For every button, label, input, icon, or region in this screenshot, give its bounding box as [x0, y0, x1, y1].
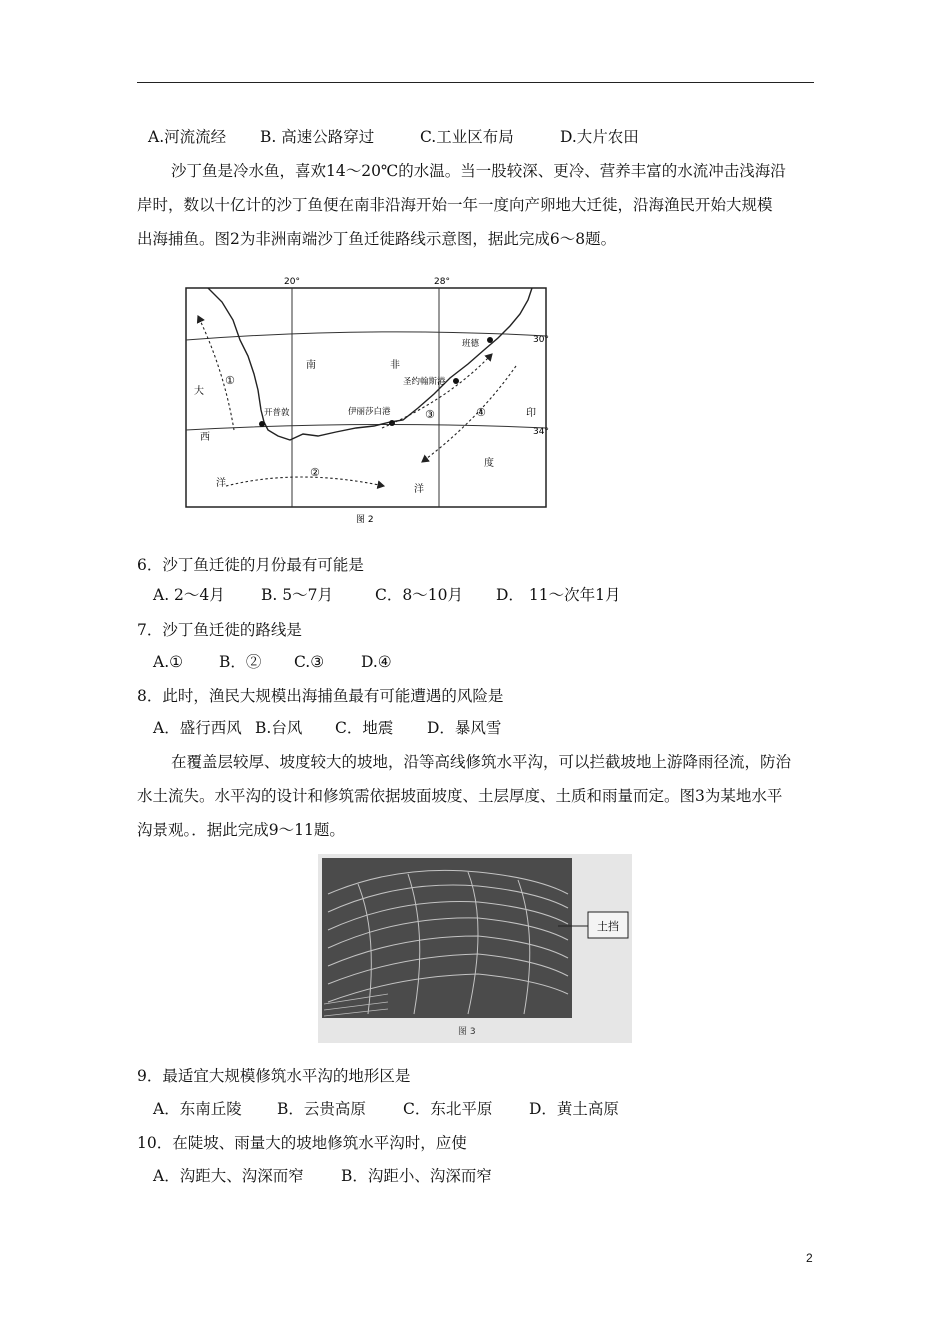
q10-stem: 10．在陡坡、雨量大的坡地修筑水平沟时，应使 — [137, 1134, 467, 1152]
q9-stem: 9．最适宜大规模修筑水平沟的地形区是 — [137, 1067, 411, 1085]
route-label-1: ① — [225, 374, 235, 387]
passage2-line-2: 水土流失。水平沟的设计和修筑需依据坡面坡度、土层厚度、土质和雨量而定。图3为某地水平 — [137, 787, 783, 805]
option-a: A．沟距大、沟深而窄 — [153, 1167, 304, 1185]
passage2-line-3: 沟景观。．据此完成9～11题。 — [137, 821, 345, 839]
option-c: C.工业区布局 — [420, 128, 514, 146]
city-st-johns: 圣约翰斯港 — [403, 377, 446, 387]
option-b: B．云贵高原 — [277, 1100, 366, 1118]
option-b: B．② — [219, 653, 262, 671]
ocean-atlantic-1: 大 — [194, 386, 204, 397]
region-label-nan: 南 — [306, 360, 316, 371]
q9-options — [153, 1099, 843, 1119]
lat-label-30: 30° — [533, 335, 549, 345]
option-a: A. 2～4月 — [153, 586, 225, 604]
option-c: C．地震 — [335, 719, 394, 737]
passage1-line-3: 出海捕鱼。图2为非洲南端沙丁鱼迁徙路线示意图，据此完成6～8题。 — [137, 230, 617, 248]
option-b: B.台风 — [255, 719, 303, 737]
route-label-4: ④ — [476, 406, 486, 419]
option-c: C.③ — [294, 653, 325, 671]
option-c: C．8～10月 — [375, 586, 463, 604]
city-dot-bande — [487, 337, 493, 343]
option-a: A．东南丘陵 — [153, 1100, 242, 1118]
passage1-line-2: 岸时，数以十亿计的沙丁鱼便在南非沿海开始一年一度向产卵地大迁徙，沿海渔民开始大规模 — [137, 196, 773, 214]
q8-stem: 8．此时，渔民大规模出海捕鱼最有可能遭遇的风险是 — [137, 687, 504, 705]
horizontal-ditch-photo — [318, 854, 632, 1043]
option-a: A.河流流经 — [148, 128, 227, 146]
option-d: D.④ — [361, 653, 392, 671]
lon-label-20: 20° — [284, 277, 300, 287]
route-label-2: ② — [310, 466, 320, 479]
q6-options — [153, 585, 843, 605]
option-d: D．黄土高原 — [529, 1100, 619, 1118]
route-2-arrow — [226, 477, 384, 486]
ocean-indian-3: 洋 — [414, 484, 424, 495]
route-1-arrow — [198, 316, 234, 430]
callout-label: 土挡 — [597, 920, 619, 933]
route-label-3: ③ — [425, 408, 435, 421]
q5-options — [148, 127, 838, 147]
option-b: B. 高速公路穿过 — [260, 128, 375, 146]
map-caption: 图 2 — [356, 515, 374, 525]
sardine-migration-map — [178, 270, 550, 532]
header-rule — [137, 82, 814, 83]
option-c: C．东北平原 — [403, 1100, 493, 1118]
ocean-atlantic-3: 洋 — [216, 478, 226, 489]
passage1-line-1: 沙丁鱼是冷水鱼，喜欢14～20℃的水温。当一股较深、更冷、营养丰富的水流冲击浅海沿 — [171, 162, 786, 180]
page-number: 2 — [806, 1251, 813, 1265]
option-b: B．沟距小、沟深而窄 — [341, 1167, 492, 1185]
q8-options — [153, 718, 843, 738]
q10-options — [153, 1166, 843, 1186]
ocean-indian-1: 印 — [526, 408, 536, 419]
option-a: A．盛行西风 — [153, 719, 242, 737]
q6-stem: 6．沙丁鱼迁徙的月份最有可能是 — [137, 556, 364, 574]
photo-caption: 图 3 — [458, 1027, 476, 1037]
city-bande: 班德 — [462, 339, 480, 349]
ocean-atlantic-2: 西 — [200, 432, 210, 443]
option-d: D.大片农田 — [560, 128, 639, 146]
map-frame — [186, 288, 546, 507]
option-a: A.① — [153, 653, 184, 671]
city-dot-st-johns — [453, 378, 459, 384]
q7-options — [153, 652, 843, 672]
city-port-elizabeth: 伊丽莎白港 — [348, 407, 391, 417]
passage2-line-1: 在覆盖层较厚、坡度较大的坡地，沿等高线修筑水平沟，可以拦截坡地上游降雨径流，防治 — [171, 753, 792, 771]
option-b: B. 5～7月 — [261, 586, 333, 604]
city-cape-town: 开普敦 — [264, 408, 290, 418]
option-d: D．暴风雪 — [427, 719, 502, 737]
lon-label-28: 28° — [434, 277, 450, 287]
ocean-indian-2: 度 — [484, 458, 494, 469]
lat-label-34: 34° — [533, 427, 549, 437]
city-dot-cape-town — [259, 421, 265, 427]
option-d: D． 11～次年1月 — [496, 586, 621, 604]
region-label-fei: 非 — [390, 360, 400, 371]
q7-stem: 7．沙丁鱼迁徙的路线是 — [137, 621, 302, 639]
